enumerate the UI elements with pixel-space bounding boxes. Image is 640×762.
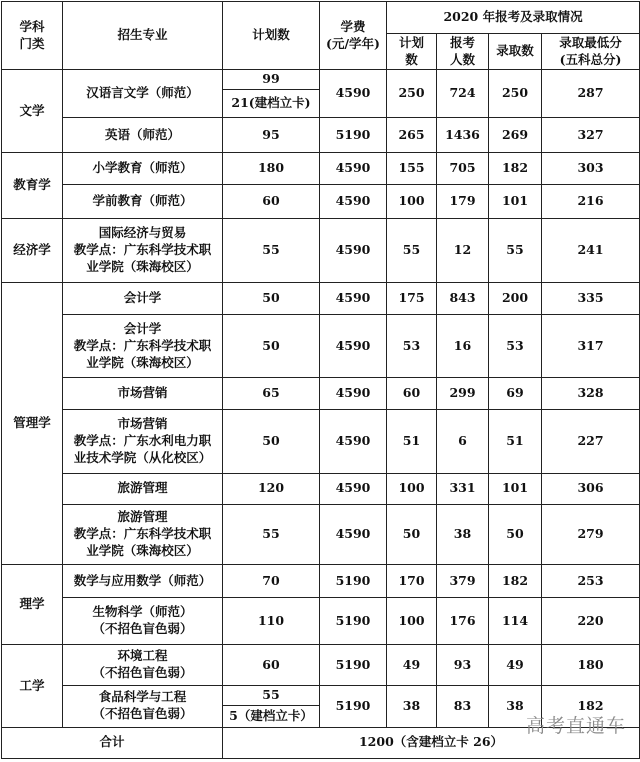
major-cell: 汉语言文学（师范） (63, 70, 223, 118)
major-cell: 生物科学（师范） （不招色盲色弱） (63, 598, 223, 645)
discipline-cell: 工学 (2, 645, 63, 727)
plan-sub-cell: 21(建档立卡) (223, 90, 320, 118)
table-row (2, 153, 640, 185)
total-label: 合计 (2, 727, 223, 758)
table-row (2, 473, 640, 504)
plan-cell: 55 (223, 504, 320, 564)
tuition-cell: 4590 (320, 282, 387, 314)
plan-2020-cell: 100 (387, 598, 437, 645)
header-tuition: 学费 (元/学年) (320, 2, 387, 70)
applicants-cell: 38 (437, 504, 489, 564)
major-cell: 市场营销 (63, 378, 223, 410)
discipline-cell: 文学 (2, 70, 63, 153)
tuition-cell: 4590 (320, 218, 387, 282)
major-cell: 食品科学与工程 （不招色盲色弱） (63, 685, 223, 727)
header-plan: 计划数 (223, 2, 320, 70)
major-cell: 国际经济与贸易 教学点：广东科学技术职 业学院（珠海校区） (63, 218, 223, 282)
table-row (2, 314, 640, 377)
admissions-table (1, 1, 640, 759)
plan-2020-cell: 55 (387, 218, 437, 282)
watermark-text: 高考直通车 (525, 715, 626, 737)
min-score-cell: 220 (542, 598, 640, 645)
plan-cell: 180 (223, 153, 320, 185)
admitted-cell: 269 (489, 118, 542, 153)
major-cell: 会计学 (63, 282, 223, 314)
min-score-cell: 287 (542, 70, 640, 118)
admitted-cell: 114 (489, 598, 542, 645)
applicants-cell: 299 (437, 378, 489, 410)
header-row-top (2, 2, 640, 34)
plan-2020-cell: 50 (387, 504, 437, 564)
major-cell: 学前教育（师范） (63, 185, 223, 218)
table-row (2, 504, 640, 564)
min-score-cell: 182 (542, 685, 640, 727)
total-value: 1200（含建档立卡 26） (223, 727, 640, 758)
tuition-cell: 4590 (320, 410, 387, 473)
min-score-cell: 317 (542, 314, 640, 377)
table-row (2, 118, 640, 153)
tuition-cell: 5190 (320, 565, 387, 598)
tuition-cell: 4590 (320, 504, 387, 564)
min-score-cell: 327 (542, 118, 640, 153)
plan-cell: 95 (223, 118, 320, 153)
plan-2020-cell: 51 (387, 410, 437, 473)
plan-2020-cell: 60 (387, 378, 437, 410)
header-min-score: 录取最低分 (五科总分) (542, 34, 640, 70)
table-row (2, 185, 640, 218)
discipline-cell: 教育学 (2, 153, 63, 218)
plan-cell: 50 (223, 314, 320, 377)
tuition-cell: 4590 (320, 473, 387, 504)
applicants-cell: 6 (437, 410, 489, 473)
plan-cell: 50 (223, 410, 320, 473)
major-cell: 数学与应用数学（师范） (63, 565, 223, 598)
applicants-cell: 176 (437, 598, 489, 645)
major-cell: 会计学 教学点：广东科学技术职 业学院（珠海校区） (63, 314, 223, 377)
min-score-cell: 216 (542, 185, 640, 218)
min-score-cell: 328 (542, 378, 640, 410)
plan-2020-cell: 155 (387, 153, 437, 185)
table-row (2, 645, 640, 685)
min-score-cell: 241 (542, 218, 640, 282)
min-score-cell: 303 (542, 153, 640, 185)
applicants-cell: 843 (437, 282, 489, 314)
header-group-2020: 2020 年报考及录取情况 (387, 2, 640, 34)
admitted-cell: 101 (489, 185, 542, 218)
plan-cell: 50 (223, 282, 320, 314)
plan-sub-cell: 5（建档立卡） (223, 705, 320, 727)
table-row (2, 565, 640, 598)
applicants-cell: 705 (437, 153, 489, 185)
header-applicants: 报考 人数 (437, 34, 489, 70)
min-score-cell: 306 (542, 473, 640, 504)
major-cell: 旅游管理 教学点：广东科学技术职 业学院（珠海校区） (63, 504, 223, 564)
plan-2020-cell: 100 (387, 473, 437, 504)
tuition-cell: 4590 (320, 185, 387, 218)
admitted-cell: 38 (489, 685, 542, 727)
table-row (2, 218, 640, 282)
plan-2020-cell: 265 (387, 118, 437, 153)
plan-cell: 55 (223, 685, 320, 705)
table-row (2, 410, 640, 473)
plan-cell: 55 (223, 218, 320, 282)
tuition-cell: 4590 (320, 70, 387, 118)
min-score-cell: 180 (542, 645, 640, 685)
header-major: 招生专业 (63, 2, 223, 70)
plan-cell: 120 (223, 473, 320, 504)
major-cell: 环境工程 （不招色盲色弱） (63, 645, 223, 685)
table-row (2, 685, 640, 705)
plan-cell: 70 (223, 565, 320, 598)
plan-cell: 60 (223, 645, 320, 685)
plan-2020-cell: 49 (387, 645, 437, 685)
plan-2020-cell: 170 (387, 565, 437, 598)
admitted-cell: 51 (489, 410, 542, 473)
applicants-cell: 83 (437, 685, 489, 727)
plan-2020-cell: 250 (387, 70, 437, 118)
applicants-cell: 16 (437, 314, 489, 377)
header-discipline: 学科 门类 (2, 2, 63, 70)
plan-2020-cell: 175 (387, 282, 437, 314)
plan-cell: 110 (223, 598, 320, 645)
tuition-cell: 4590 (320, 378, 387, 410)
admitted-cell: 49 (489, 645, 542, 685)
applicants-cell: 331 (437, 473, 489, 504)
tuition-cell: 5190 (320, 645, 387, 685)
admitted-cell: 182 (489, 565, 542, 598)
tuition-cell: 5190 (320, 118, 387, 153)
tuition-cell: 4590 (320, 153, 387, 185)
header-plan-2020: 计划 数 (387, 34, 437, 70)
discipline-cell: 理学 (2, 565, 63, 645)
admitted-cell: 53 (489, 314, 542, 377)
admitted-cell: 69 (489, 378, 542, 410)
plan-2020-cell: 53 (387, 314, 437, 377)
major-cell: 旅游管理 (63, 473, 223, 504)
admitted-cell: 101 (489, 473, 542, 504)
discipline-cell: 经济学 (2, 218, 63, 282)
tuition-cell: 4590 (320, 314, 387, 377)
applicants-cell: 724 (437, 70, 489, 118)
admitted-cell: 182 (489, 153, 542, 185)
tuition-cell: 5190 (320, 685, 387, 727)
min-score-cell: 227 (542, 410, 640, 473)
table-row (2, 282, 640, 314)
min-score-cell: 279 (542, 504, 640, 564)
plan-2020-cell: 38 (387, 685, 437, 727)
admitted-cell: 50 (489, 504, 542, 564)
major-cell: 英语（师范） (63, 118, 223, 153)
plan-2020-cell: 100 (387, 185, 437, 218)
applicants-cell: 379 (437, 565, 489, 598)
admitted-cell: 200 (489, 282, 542, 314)
applicants-cell: 93 (437, 645, 489, 685)
admitted-cell: 250 (489, 70, 542, 118)
min-score-cell: 253 (542, 565, 640, 598)
plan-cell: 65 (223, 378, 320, 410)
plan-cell: 60 (223, 185, 320, 218)
min-score-cell: 335 (542, 282, 640, 314)
plan-cell: 99 (223, 70, 320, 90)
major-cell: 小学教育（师范） (63, 153, 223, 185)
major-cell: 市场营销 教学点：广东水利电力职 业技术学院（从化校区） (63, 410, 223, 473)
table-row (2, 70, 640, 90)
table-row (2, 378, 640, 410)
table-row (2, 598, 640, 645)
tuition-cell: 5190 (320, 598, 387, 645)
admitted-cell: 55 (489, 218, 542, 282)
applicants-cell: 1436 (437, 118, 489, 153)
header-admitted: 录取数 (489, 34, 542, 70)
applicants-cell: 179 (437, 185, 489, 218)
applicants-cell: 12 (437, 218, 489, 282)
discipline-cell: 管理学 (2, 282, 63, 564)
